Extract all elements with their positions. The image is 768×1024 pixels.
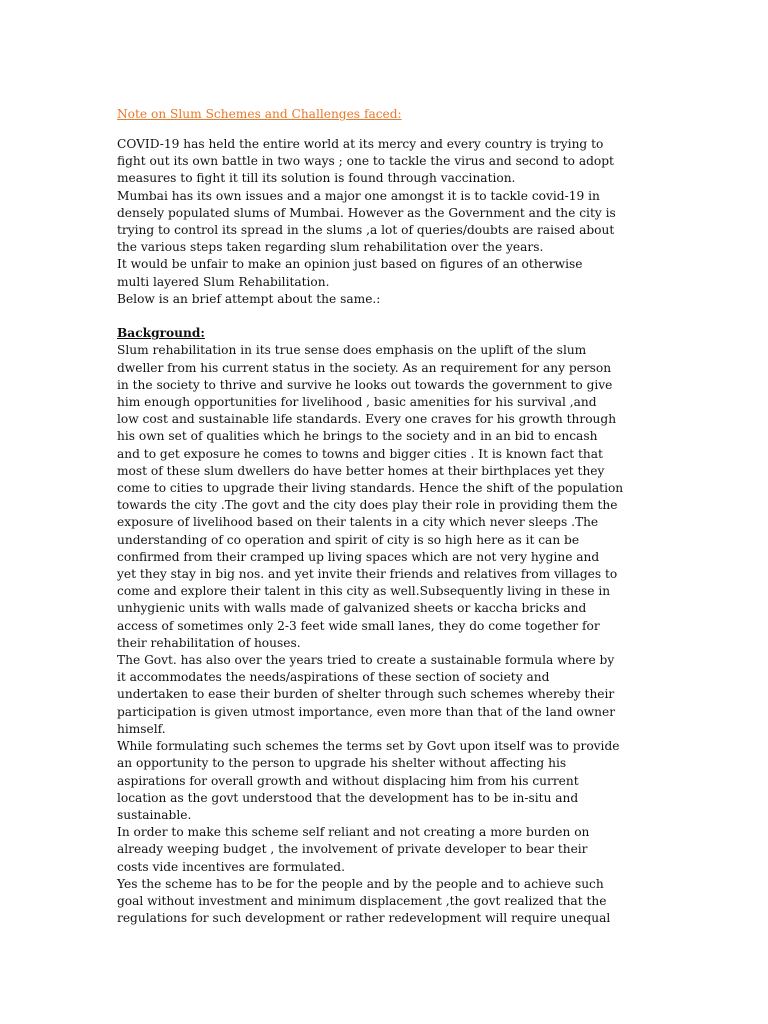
text-line: undertaken to ease their burden of shelter through such schemes whereby their (117, 687, 615, 702)
text-line: come to cities to upgrade their living standards. Hence the shift of the population (117, 481, 624, 496)
text-line: measures to fight it till its solution is found through vaccination. (117, 171, 516, 186)
text-line: In order to make this scheme self reliant and not creating a more burden on (117, 825, 590, 840)
text-line: an opportunity to the person to upgrade his shelter without affecting his (117, 756, 567, 771)
text-line: access of sometimes only 2-3 feet wide small lanes, they do come together for (117, 618, 600, 633)
text-line: Yes the scheme has to be for the people and by the people and to achieve such (117, 876, 604, 891)
text-line: While formulating such schemes the terms set by Govt upon itself was to provide (117, 739, 620, 754)
text-line: participation is given utmost importance, even more than that of the land owner (117, 704, 616, 719)
text-line: trying to control its spread in the slums ,a lot of queries/doubts are raised about (117, 223, 615, 238)
text-line: aspirations for overall growth and without displacing him from his current (117, 773, 579, 788)
document-title: Note on Slum Schemes and Challenges faced: (117, 107, 402, 121)
text-line: it accommodates the needs/aspirations of these section of society and (117, 670, 550, 685)
text-line: himself. (117, 721, 166, 736)
text-line: confirmed from their cramped up living spaces which are not very hygine and (117, 549, 600, 564)
text-line: in the society to thrive and survive he looks out towards the government to give (117, 377, 613, 392)
text-line: Mumbai has its own issues and a major one amongst it is to tackle covid-19 in (117, 188, 600, 203)
text-line: dweller from his current status in the society. As an requirement for any person (117, 360, 612, 375)
text-line: multi layered Slum Rehabilitation. (117, 274, 330, 289)
text-line: location as the govt understood that the development has to be in-situ and (117, 790, 579, 805)
background-paragraph (117, 342, 657, 927)
text-line: come and explore their talent in this city as well.Subsequently living in these in (117, 584, 611, 599)
text-line: towards the city .The govt and the city does play their role in providing them the (117, 498, 618, 513)
text-line: his own set of qualities which he brings to the society and in an bid to encash (117, 429, 598, 444)
text-line: exposure of livelihood based on their talents in a city which never sleeps .The (117, 515, 599, 530)
text-line: understanding of co operation and spirit of city is so high here as it can be (117, 532, 580, 547)
paragraph-gap (117, 308, 657, 325)
text-line: low cost and sustainable life standards. Every one craves for his growth through (117, 412, 617, 427)
text-line: and to get exposure he comes to towns and bigger cities . It is known fact that (117, 446, 603, 461)
text-line: COVID-19 has held the entire world at its mercy and every country is trying to (117, 137, 604, 151)
text-line: The Govt. has also over the years tried to create a sustainable formula where by (117, 653, 615, 668)
text-line: fight out its own battle in two ways ; one to tackle the virus and second to adopt (117, 154, 614, 169)
text-line: densely populated slums of Mumbai. However as the Government and the city is (117, 205, 616, 220)
text-line: costs vide incentives are formulated. (117, 859, 345, 874)
background-heading: Background: (117, 326, 205, 341)
text-line: their rehabilitation of houses. (117, 635, 301, 650)
text-line: him enough opportunities for livelihood , basic amenities for his survival ,and (117, 395, 597, 410)
text-line: Slum rehabilitation in its true sense does emphasis on the uplift of the slum (117, 343, 587, 358)
document-body (117, 106, 657, 927)
text-line: sustainable. (117, 807, 192, 822)
text-line: most of these slum dwellers do have better homes at their birthplaces yet they (117, 463, 605, 478)
text-line: unhygienic units with walls made of galvanized sheets or kaccha bricks and (117, 601, 587, 616)
text-line: Below is an brief attempt about the same.: (117, 291, 381, 306)
text-line: already weeping budget , the involvement of private developer to bear their (117, 842, 588, 857)
intro-paragraph (117, 136, 657, 308)
text-line: goal without investment and minimum displacement ,the govt realized that the (117, 893, 607, 908)
text-line: regulations for such development or rather redevelopment will require unequal (117, 911, 611, 926)
text-line: It would be unfair to make an opinion just based on figures of an otherwise (117, 257, 583, 272)
text-line: yet they stay in big nos. and yet invite their friends and relatives from villages to (117, 567, 618, 582)
text-line: the various steps taken regarding slum rehabilitation over the years. (117, 240, 544, 255)
